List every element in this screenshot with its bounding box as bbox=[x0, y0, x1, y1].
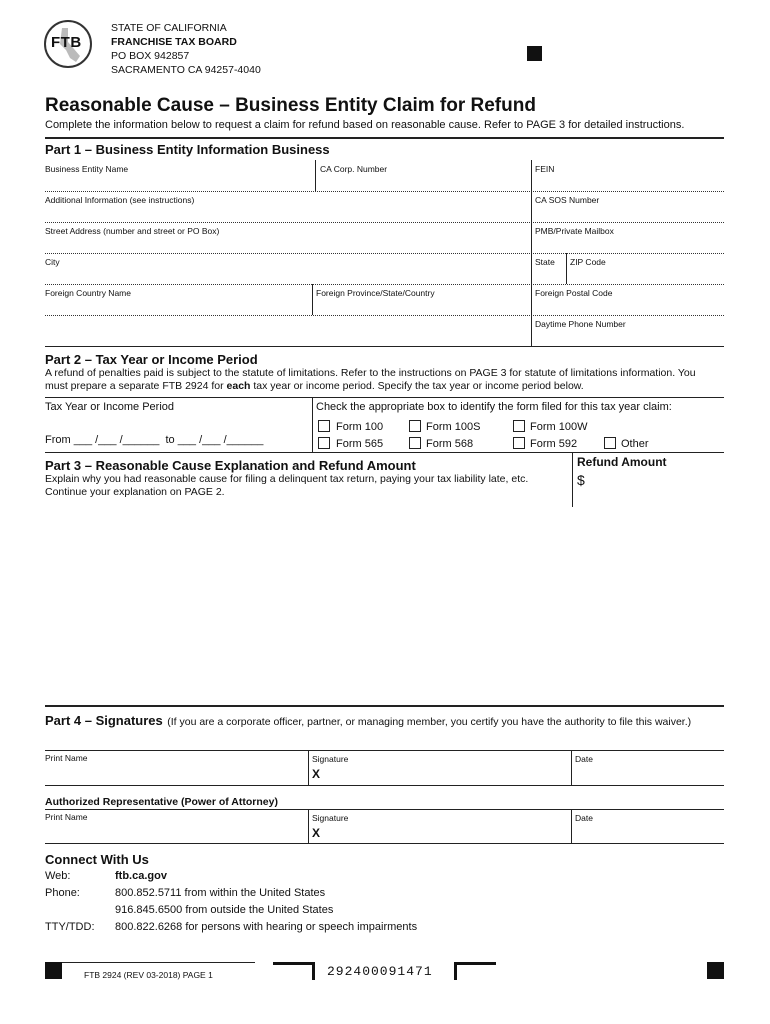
divider bbox=[45, 785, 724, 786]
rep-date-field[interactable]: Date bbox=[575, 813, 593, 823]
divider bbox=[571, 809, 572, 843]
form-100-label: Form 100 bbox=[336, 421, 384, 433]
ca-corp-field[interactable]: CA Corp. Number bbox=[320, 164, 388, 174]
authorized-rep-heading: Authorized Representative (Power of Attorney) bbox=[45, 796, 278, 808]
form-id: FTB 2924 (REV 03-2018) PAGE 1 bbox=[84, 970, 213, 980]
zip-field[interactable]: ZIP Code bbox=[570, 257, 606, 267]
part3-heading: Part 3 – Reasonable Cause Explanation and Refund Amount bbox=[45, 458, 416, 473]
page-title: Reasonable Cause – Business Entity Claim for Refund bbox=[45, 95, 536, 116]
other-checkbox[interactable] bbox=[604, 437, 616, 449]
ftb-logo bbox=[44, 20, 92, 68]
part3-text bbox=[45, 473, 528, 499]
divider bbox=[45, 452, 724, 453]
part2-heading: Part 2 – Tax Year or Income Period bbox=[45, 352, 258, 367]
agency-address bbox=[111, 21, 261, 77]
tax-year-label: Tax Year or Income Period bbox=[45, 401, 175, 413]
logo-text: FTB bbox=[51, 34, 82, 51]
divider bbox=[531, 315, 532, 346]
part2-text bbox=[45, 367, 735, 393]
rep-print-name-field[interactable]: Print Name bbox=[45, 812, 88, 822]
foreign-country-field[interactable]: Foreign Country Name bbox=[45, 288, 131, 298]
foreign-postal-field[interactable]: Foreign Postal Code bbox=[535, 288, 613, 298]
part4-note: (If you are a corporate officer, partner, or managing member, you certify you have the authority to file this waiver.) bbox=[167, 716, 692, 728]
fein-field[interactable]: FEIN bbox=[535, 164, 555, 174]
dollar-sign: $ bbox=[577, 472, 585, 488]
pmb-field[interactable]: PMB/Private Mailbox bbox=[535, 226, 614, 236]
connect-heading: Connect With Us bbox=[45, 852, 149, 867]
rep-signature-field[interactable]: Signature bbox=[312, 813, 349, 823]
signature-field[interactable]: Signature bbox=[312, 754, 349, 764]
additional-info-field[interactable]: Additional Information (see instructions) bbox=[45, 195, 195, 205]
refund-amount-label: Refund Amount bbox=[577, 455, 667, 469]
divider bbox=[531, 253, 532, 284]
form-100-checkbox[interactable] bbox=[318, 420, 330, 432]
part4-heading-row bbox=[45, 712, 691, 730]
refund-amount-input[interactable] bbox=[577, 472, 724, 496]
explanation-textarea[interactable] bbox=[45, 500, 724, 700]
form-100s-label: Form 100S bbox=[426, 421, 481, 433]
divider bbox=[45, 809, 724, 810]
divider bbox=[572, 452, 573, 507]
foreign-province-field[interactable]: Foreign Province/State/Country bbox=[316, 288, 435, 298]
phone-international: 916.845.6500 from outside the United States bbox=[115, 904, 334, 916]
entity-name-field[interactable]: Business Entity Name bbox=[45, 164, 129, 174]
part4-heading: Part 4 – Signatures bbox=[45, 713, 163, 728]
state-field[interactable]: State bbox=[535, 257, 555, 267]
divider bbox=[312, 397, 313, 452]
registration-mark bbox=[527, 46, 542, 61]
signature-x-mark: X bbox=[312, 767, 321, 781]
registration-mark bbox=[45, 962, 62, 979]
form-100s-checkbox[interactable] bbox=[409, 420, 421, 432]
city-field[interactable]: City bbox=[45, 257, 60, 267]
part3-text-line: Continue your explanation on PAGE 2. bbox=[45, 486, 225, 498]
web-link[interactable]: ftb.ca.gov bbox=[115, 870, 167, 882]
divider bbox=[45, 315, 724, 316]
form-565-checkbox[interactable] bbox=[318, 437, 330, 449]
divider bbox=[312, 284, 313, 315]
divider bbox=[45, 705, 724, 707]
divider bbox=[531, 284, 532, 315]
form-592-checkbox[interactable] bbox=[513, 437, 525, 449]
divider bbox=[308, 750, 309, 785]
agency-line: STATE OF CALIFORNIA bbox=[111, 22, 227, 34]
divider bbox=[45, 137, 724, 139]
street-address-field[interactable]: Street Address (number and street or PO Box) bbox=[45, 226, 220, 236]
other-label: Other bbox=[621, 438, 649, 450]
divider bbox=[45, 191, 724, 192]
part2-text-line: A refund of penalties paid is subject to the statute of limitations. Refer to the instructions on PAGE 3 for statute of limitations information. You bbox=[45, 367, 696, 379]
date-field[interactable]: Date bbox=[575, 754, 593, 764]
daytime-phone-field[interactable]: Daytime Phone Number bbox=[535, 319, 626, 329]
barcode-bracket-right bbox=[454, 962, 496, 980]
divider bbox=[531, 191, 532, 222]
part1-heading: Part 1 – Business Entity Information Business bbox=[45, 142, 330, 157]
divider bbox=[571, 750, 572, 785]
phone-domestic: 800.852.5711 from within the United States bbox=[115, 887, 326, 899]
divider bbox=[308, 809, 309, 843]
divider bbox=[45, 253, 724, 254]
divider bbox=[45, 346, 724, 347]
divider bbox=[531, 222, 532, 253]
tax-year-from-input[interactable]: From ___ /___ /______ to ___ /___ /______ bbox=[45, 434, 264, 446]
form-100w-label: Form 100W bbox=[530, 421, 588, 433]
agency-line: FRANCHISE TAX BOARD bbox=[111, 36, 237, 48]
agency-line: SACRAMENTO CA 94257-4040 bbox=[111, 64, 261, 76]
part3-text-line: Explain why you had reasonable cause for filing a delinquent tax return, paying your tax liability late, etc. bbox=[45, 473, 529, 485]
divider bbox=[315, 160, 316, 191]
form-568-label: Form 568 bbox=[426, 438, 474, 450]
divider bbox=[531, 160, 532, 191]
rep-signature-x-mark: X bbox=[312, 826, 321, 840]
tty-number: 800.822.6268 for persons with hearing or speech impairments bbox=[115, 921, 418, 933]
agency-line: PO BOX 942857 bbox=[111, 50, 190, 62]
part2-text-line: must prepare a separate FTB 2924 for each tax year or income period. Specify the tax year or income period below. bbox=[45, 380, 584, 392]
divider bbox=[45, 750, 724, 751]
phone-label: Phone: bbox=[45, 887, 80, 899]
tty-label: TTY/TDD: bbox=[45, 921, 95, 933]
intro-text: Complete the information below to request a claim for refund based on reasonable cause. Refer to PAGE 3 for detailed instructions. bbox=[45, 119, 685, 131]
divider bbox=[45, 843, 724, 844]
divider bbox=[45, 222, 724, 223]
divider bbox=[566, 253, 567, 284]
ca-sos-field[interactable]: CA SOS Number bbox=[535, 195, 600, 205]
registration-mark bbox=[707, 962, 724, 979]
form-565-label: Form 565 bbox=[336, 438, 384, 450]
form-568-checkbox[interactable] bbox=[409, 437, 421, 449]
divider bbox=[62, 962, 255, 963]
web-label: Web: bbox=[45, 870, 71, 882]
form-100w-checkbox[interactable] bbox=[513, 420, 525, 432]
barcode-number: 292400091471 bbox=[327, 964, 433, 979]
barcode-bracket-left bbox=[273, 962, 315, 980]
print-name-field[interactable]: Print Name bbox=[45, 753, 88, 763]
form-check-label: Check the appropriate box to identify the form filed for this tax year claim: bbox=[316, 401, 672, 413]
divider bbox=[45, 284, 724, 285]
divider bbox=[45, 397, 724, 398]
form-592-label: Form 592 bbox=[530, 438, 578, 450]
